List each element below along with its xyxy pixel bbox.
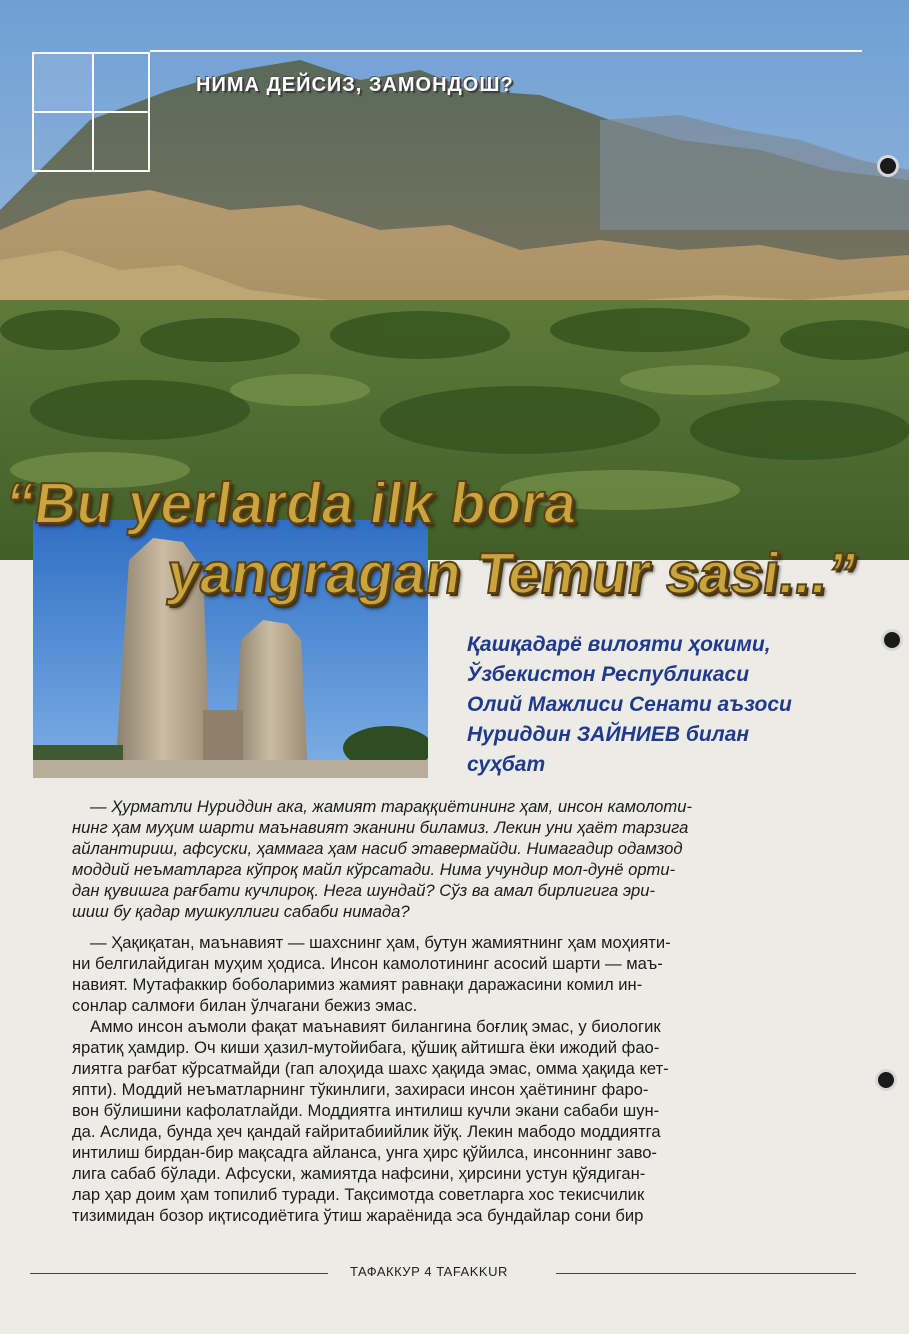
subtitle-line: Ўзбекистон Республикаси [467,663,750,686]
headline-line-1: “Bu yerlarda ilk bora [1,471,582,536]
text-line: интилиш бирдан-бир мақсадга айланса, унга ҳирс қўйилса, инсоннинг заво- [72,1143,657,1162]
subtitle-line: Нуриддин ЗАЙНИЕВ билан [467,723,750,746]
text-line: Аммо инсон аъмоли фақат маънавият билангина боғлиқ эмас, у биологик [90,1017,661,1036]
footer-rule-left [30,1273,328,1274]
answer-paragraph [72,932,835,1226]
text-line: тизимидан бозор иқтисодиётига ўтиш жараёнида эса бундайлар сони бир [72,1206,644,1225]
page-footer: ТАФАККУР 4 TAFAKKUR [350,1264,508,1279]
text-line: ни белгилайдиган муҳим ҳодиса. Инсон камолотининг асосий шарти — маъ- [72,954,663,973]
text-line: дан қувишга рағбати кучлироқ. Нега шундай? Сўз ва амал бирлигига эри- [72,881,656,900]
question-paragraph [72,796,835,922]
binder-hole [880,158,896,174]
footer-rule-right [556,1273,856,1274]
header-rule [150,50,862,52]
article-body [72,796,835,1226]
interview-subtitle [467,630,887,780]
text-line: — Ҳақиқатан, маънавият — шахснинг ҳам, бутун жамиятнинг ҳам моҳияти- [90,933,671,952]
section-rubric: НИМА ДЕЙСИЗ, ЗАМОНДОШ? [196,74,514,96]
text-line: айлантириш, афсуски, ҳаммага ҳам насиб этавермайди. Нимагадир одамзод [72,839,683,858]
text-line: навият. Мутафаккир боболаримиз жамият равнақи даражасини комил ин- [72,975,643,994]
subtitle-line: суҳбат [467,753,546,776]
headline-line-2: yangragan Temur sasi...” [163,541,862,606]
text-line: япти). Моддий неъматларнинг тўкинлиги, захираси инсон ҳаётининг фаро- [72,1080,649,1099]
text-line: яратиқ ҳамдир. Оч киши ҳазил-мутойибага, қўшиқ айтишга ёки ижодий фао- [72,1038,660,1057]
subtitle-line: Олий Мажлиси Сенати аъзоси [467,693,792,716]
text-line: вон бўлишини кафолатлайди. Моддиятга интилиш кучли экани сабаби шун- [72,1101,660,1120]
text-line: да. Аслида, бунда ҳеч қандай ғайритабиийлик йўқ. Лекин мабодо моддиятга [72,1122,661,1141]
text-line: лар ҳар доим ҳам топилиб туради. Тақсимотда советларга хос текисчилик [72,1185,645,1204]
binder-hole [878,1072,894,1088]
binder-hole [884,632,900,648]
text-line: лига сабаб бўлади. Афсуски, жамиятда нафсини, ҳирсини устун қўядиган- [72,1164,646,1183]
text-line: сонлар салмоғи билан ўлчагани бежиз эмас. [72,996,418,1015]
text-line: нинг ҳам муҳим шарти маънавият эканини биламиз. Лекин уни ҳаёт тарзига [72,818,689,837]
text-line: шиш бу қадар мушкуллиги сабаби нимада? [72,902,410,921]
text-line: лиятга рағбат кўрсатмайди (гап алоҳида шахс ҳақида эмас, омма ҳақида кет- [72,1059,669,1078]
text-line: моддий неъматларга кўпроқ майл кўрсатади. Нима учундир мол-дунё орти- [72,860,676,879]
decorative-grid [32,52,150,172]
text-line: — Ҳурматли Нуриддин ака, жамият тараққиётининг ҳам, инсон камолоти- [90,797,692,816]
subtitle-line: Қашқадарё вилояти ҳокими, [467,633,771,656]
